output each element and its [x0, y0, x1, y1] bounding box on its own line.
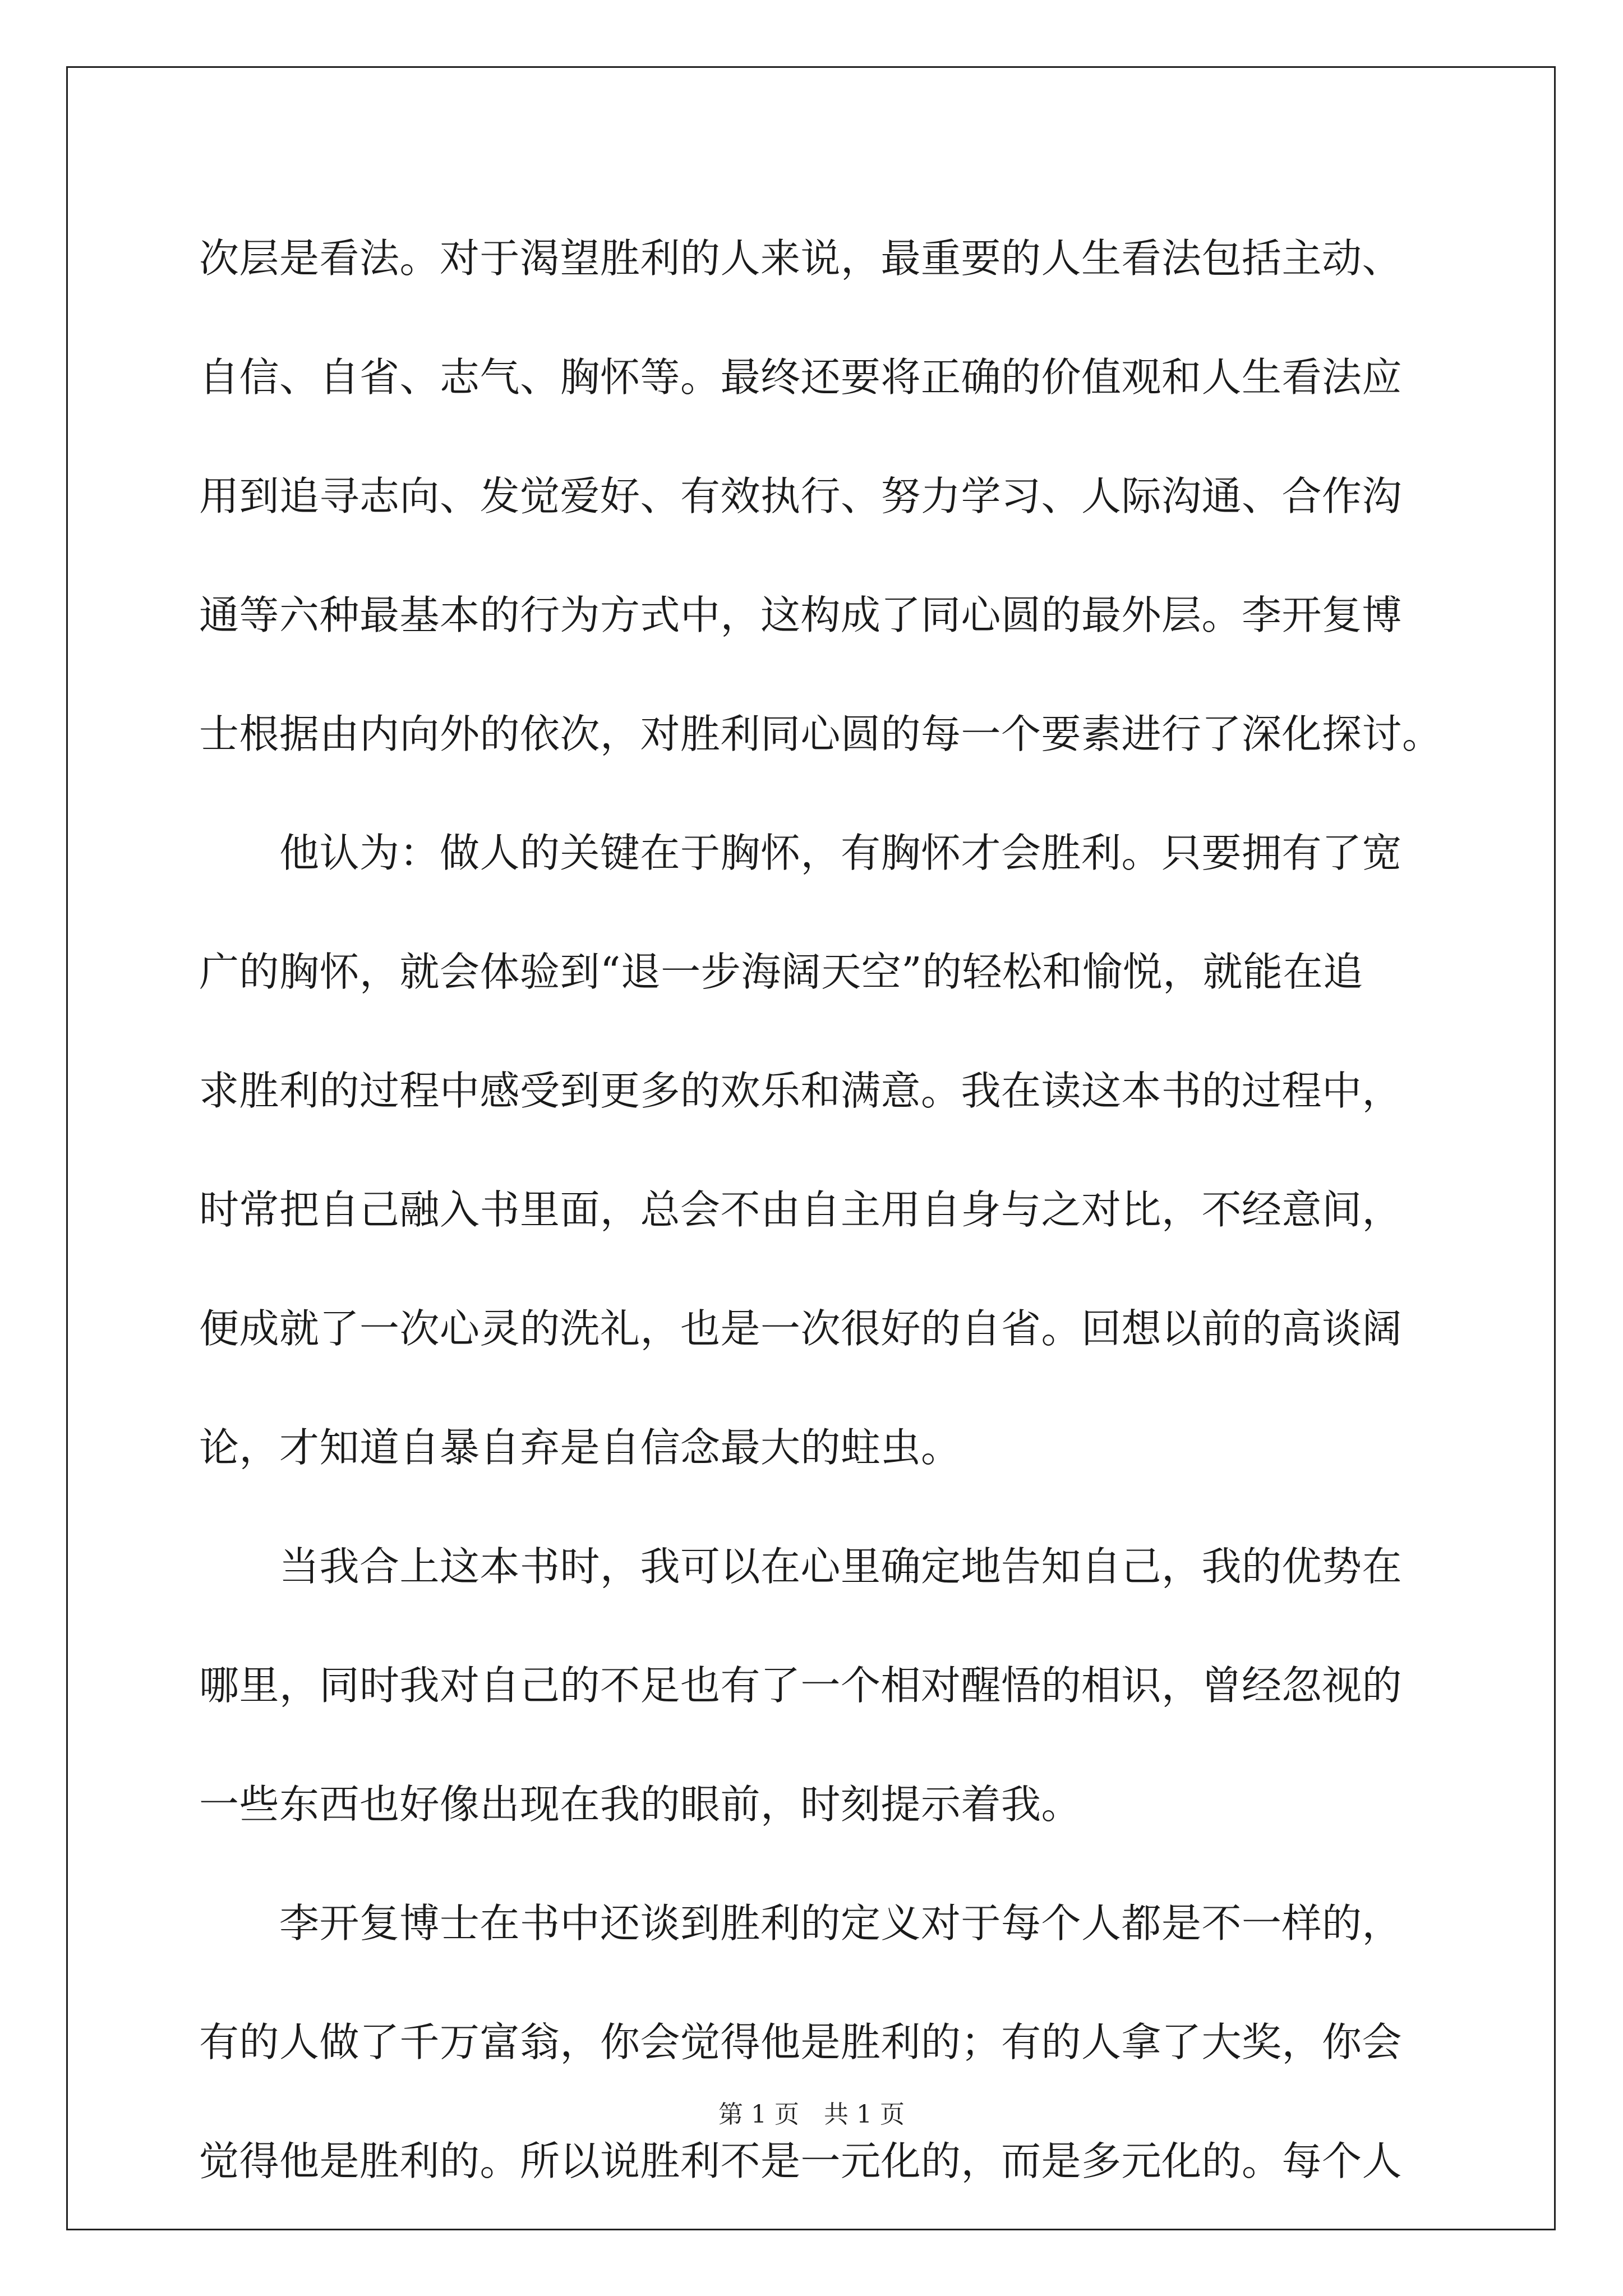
text-line: 李开复博士在书中还谈到胜利的定义对于每个人都是不一样的，	[199, 1900, 1403, 1947]
text-line: 次层是看法。对于渴望胜利的人来说，最重要的人生看法包括主动、	[199, 235, 1403, 282]
page-number: 第 1 页	[718, 2100, 799, 2129]
text-line: 一些东西也好像出现在我的眼前，时刻提示着我。	[199, 1781, 1082, 1828]
text-line: 求胜利的过程中感受到更多的欢乐和满意。我在读这本书的过程中，	[199, 1068, 1403, 1114]
text-line: 觉得他是胜利的。所以说胜利不是一元化的，而是多元化的。每个人	[199, 2138, 1403, 2184]
text-line: 士根据由内向外的依次，对胜利同心圆的每一个要素进行了深化探讨。	[199, 711, 1442, 757]
text-line: 论，才知道自暴自弃是自信念最大的蛀虫。	[199, 1424, 961, 1471]
text-line: 时常把自己融入书里面，总会不由自主用自身与之对比，不经意间，	[199, 1186, 1403, 1233]
text-line: 当我合上这本书时，我可以在心里确定地告知自己，我的优势在	[199, 1543, 1403, 1590]
text-line: 用到追寻志向、发觉爱好、有效执行、努力学习、人际沟通、合作沟	[199, 473, 1403, 519]
text-line: 通等六种最基本的行为方式中，这构成了同心圆的最外层。李开复博	[199, 592, 1403, 638]
document-body	[199, 199, 1442, 2221]
page-total: 共 1 页	[824, 2100, 905, 2129]
text-line: 便成就了一次心灵的洗礼，也是一次很好的自省。回想以前的高谈阔	[199, 1305, 1403, 1352]
text-line: 有的人做了千万富翁，你会觉得他是胜利的；有的人拿了大奖，你会	[199, 2019, 1403, 2065]
page-footer	[0, 2098, 1623, 2132]
text-line: 广的胸怀，就会体验到“退一步海阔天空”的轻松和愉悦，就能在追	[199, 949, 1363, 995]
text-line: 哪里，同时我对自己的不足也有了一个相对醒悟的相识，曾经忽视的	[199, 1662, 1403, 1709]
text-line: 自信、自省、志气、胸怀等。最终还要将正确的价值观和人生看法应	[199, 354, 1403, 401]
text-line: 他认为：做人的关键在于胸怀，有胸怀才会胜利。只要拥有了宽	[199, 830, 1403, 876]
